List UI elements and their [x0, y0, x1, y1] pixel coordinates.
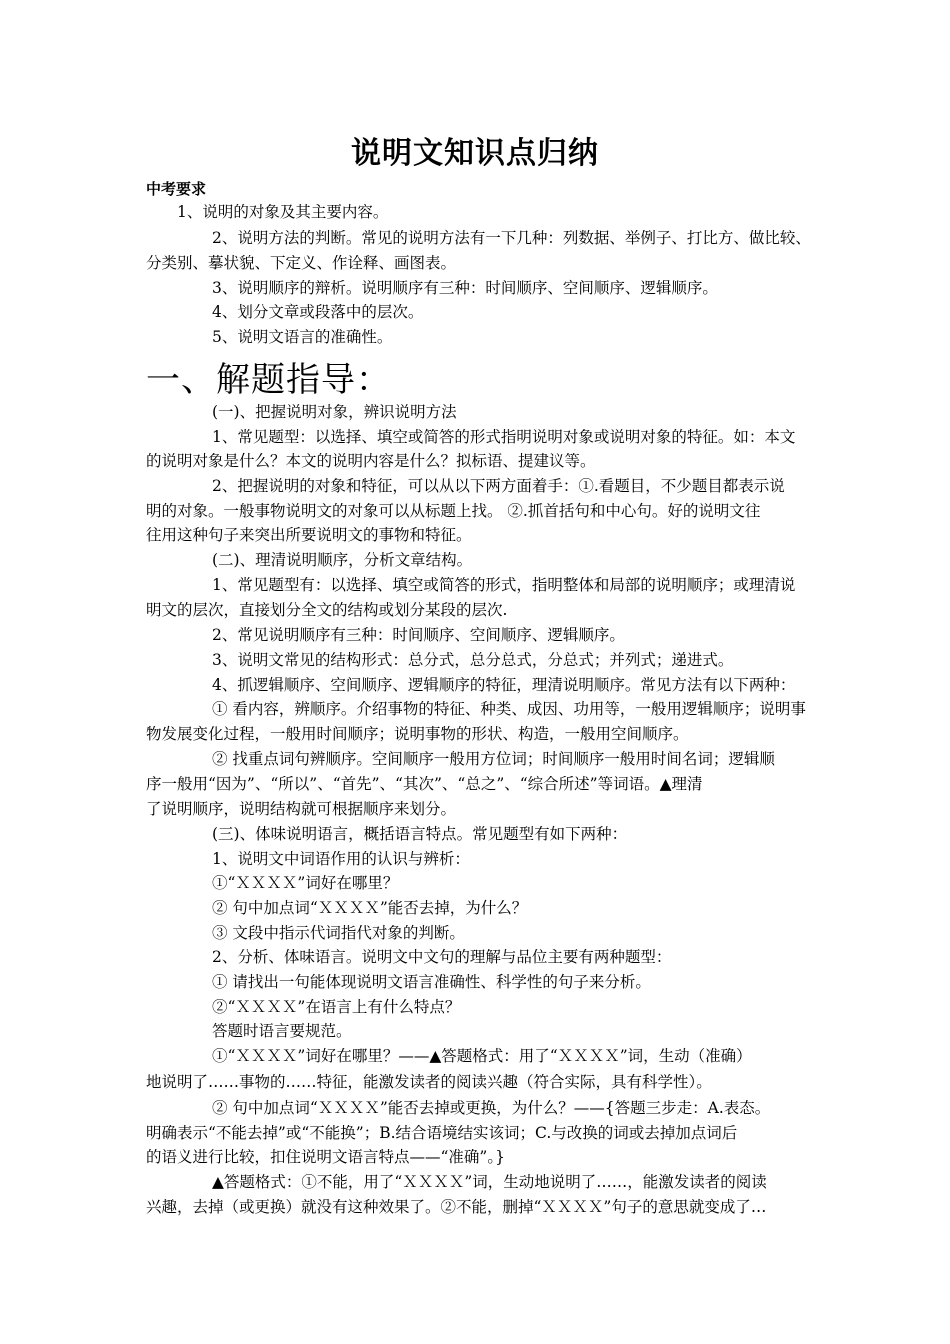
body-line: ③ 文段中指示代词指代对象的判断。	[212, 924, 465, 942]
body-line: 1、常见题型：以选择、填空或简答的形式指明说明对象或说明对象的特征。如：本文	[212, 428, 796, 446]
requirement-line: 2、说明方法的判断。常见的说明方法有一下几种：列数据、举例子、打比方、做比较、	[212, 229, 811, 247]
body-line: ① 看内容，辨顺序。介绍事物的特征、种类、成因、功用等，一般用逻辑顺序；说明事	[212, 700, 806, 718]
body-line: 序一般用“因为”、“所以”、“首先”、“其次”、“总之”、“综合所述”等词语。▲理清	[146, 775, 703, 793]
requirement-line: 1、说明的对象及其主要内容。	[177, 203, 389, 221]
body-line: ①“ＸＸＸＸ”词好在哪里？——▲答题格式：用了“ＸＸＸＸ”词，生动（准确）	[212, 1047, 752, 1065]
document-title: 说明文知识点归纳	[351, 136, 599, 171]
body-line: ②“ＸＸＸＸ”在语言上有什么特点？	[212, 998, 461, 1016]
body-line: 往用这种句子来突出所要说明文的事物和特征。	[146, 526, 472, 544]
requirement-line: 分类别、摹状貌、下定义、作诠释、画图表。	[146, 254, 457, 272]
body-line: 4、抓逻辑顺序、空间顺序、逻辑顺序的特征，理清说明顺序。常见方法有以下两种：	[212, 676, 796, 694]
body-line: ▲答题格式：①不能，用了“ＸＸＸＸ”词，生动地说明了……，能激发读者的阅读	[212, 1173, 767, 1191]
body-line: 明确表示“不能去掉”或“不能换”；B.结合语境结实该词；C.与改换的词或去掉加点词后	[146, 1124, 738, 1142]
body-line: 明的对象。一般事物说明文的对象可以从标题上找。 ②.抓首括句和中心句。好的说明文往	[146, 502, 761, 520]
body-line: 2、分析、体味语言。说明文中文句的理解与品位主要有两种题型：	[212, 948, 672, 966]
body-line: 地说明了……事物的……特征，能激发读者的阅读兴趣（符合实际，具有科学性）。	[146, 1073, 712, 1091]
body-line: 2、把握说明的对象和特征，可以从以下两方面着手：①.看题目，不少题目都表示说	[212, 477, 785, 495]
body-line: (一)、把握说明对象，辨识说明方法	[212, 403, 457, 421]
body-line: ② 句中加点词“ＸＸＸＸ”能否去掉，为什么？	[212, 899, 528, 917]
body-line: (二)、理清说明顺序，分析文章结构。	[212, 551, 473, 569]
body-line: 的说明对象是什么？本文的说明内容是什么？拟标语、提建议等。	[146, 452, 596, 470]
body-line: 答题时语言要规范。	[212, 1022, 352, 1040]
body-line: ① 请找出一句能体现说明文语言准确性、科学性的句子来分析。	[212, 973, 651, 991]
body-line: 3、说明文常见的结构形式：总分式，总分总式，分总式；并列式；递进式。	[212, 651, 734, 669]
body-line: 兴趣，去掉（或更换）就没有这种效果了。②不能，删掉“ＸＸＸＸ”句子的意思就变成了…	[146, 1198, 767, 1216]
body-line: ② 句中加点词“ＸＸＸＸ”能否去掉或更换，为什么？——{答题三步走：A.表态。	[212, 1099, 771, 1117]
requirement-line: 4、划分文章或段落中的层次。	[212, 303, 424, 321]
body-line: ①“ＸＸＸＸ”词好在哪里？	[212, 874, 399, 892]
requirement-line: 3、说明顺序的辩析。说明顺序有三种：时间顺序、空间顺序、逻辑顺序。	[212, 279, 718, 297]
body-line: 明文的层次，直接划分全文的结构或划分某段的层次.	[146, 601, 508, 619]
body-line: (三)、体味说明语言，概括语言特点。常见题型有如下两种：	[212, 825, 628, 843]
requirements-heading: 中考要求	[146, 180, 207, 198]
body-line: 的语义进行比较，扣住说明文语言特点——“准确”。}	[146, 1148, 505, 1166]
body-line: 物发展变化过程，一般用时间顺序；说明事物的形状、构造，一般用空间顺序。	[146, 725, 689, 743]
body-line: ② 找重点词句辨顺序。空间顺序一般用方位词；时间顺序一般用时间名词；逻辑顺	[212, 750, 775, 768]
section-heading: 一、解题指导：	[146, 360, 391, 400]
body-line: 1、说明文中词语作用的认识与辨析：	[212, 850, 470, 868]
requirement-line: 5、说明文语言的准确性。	[212, 328, 393, 346]
body-line: 了说明顺序，说明结构就可根据顺序来划分。	[146, 800, 457, 818]
body-line: 2、常见说明顺序有三种：时间顺序、空间顺序、逻辑顺序。	[212, 626, 625, 644]
body-line: 1、常见题型有：以选择、填空或简答的形式，指明整体和局部的说明顺序；或理清说	[212, 576, 796, 594]
